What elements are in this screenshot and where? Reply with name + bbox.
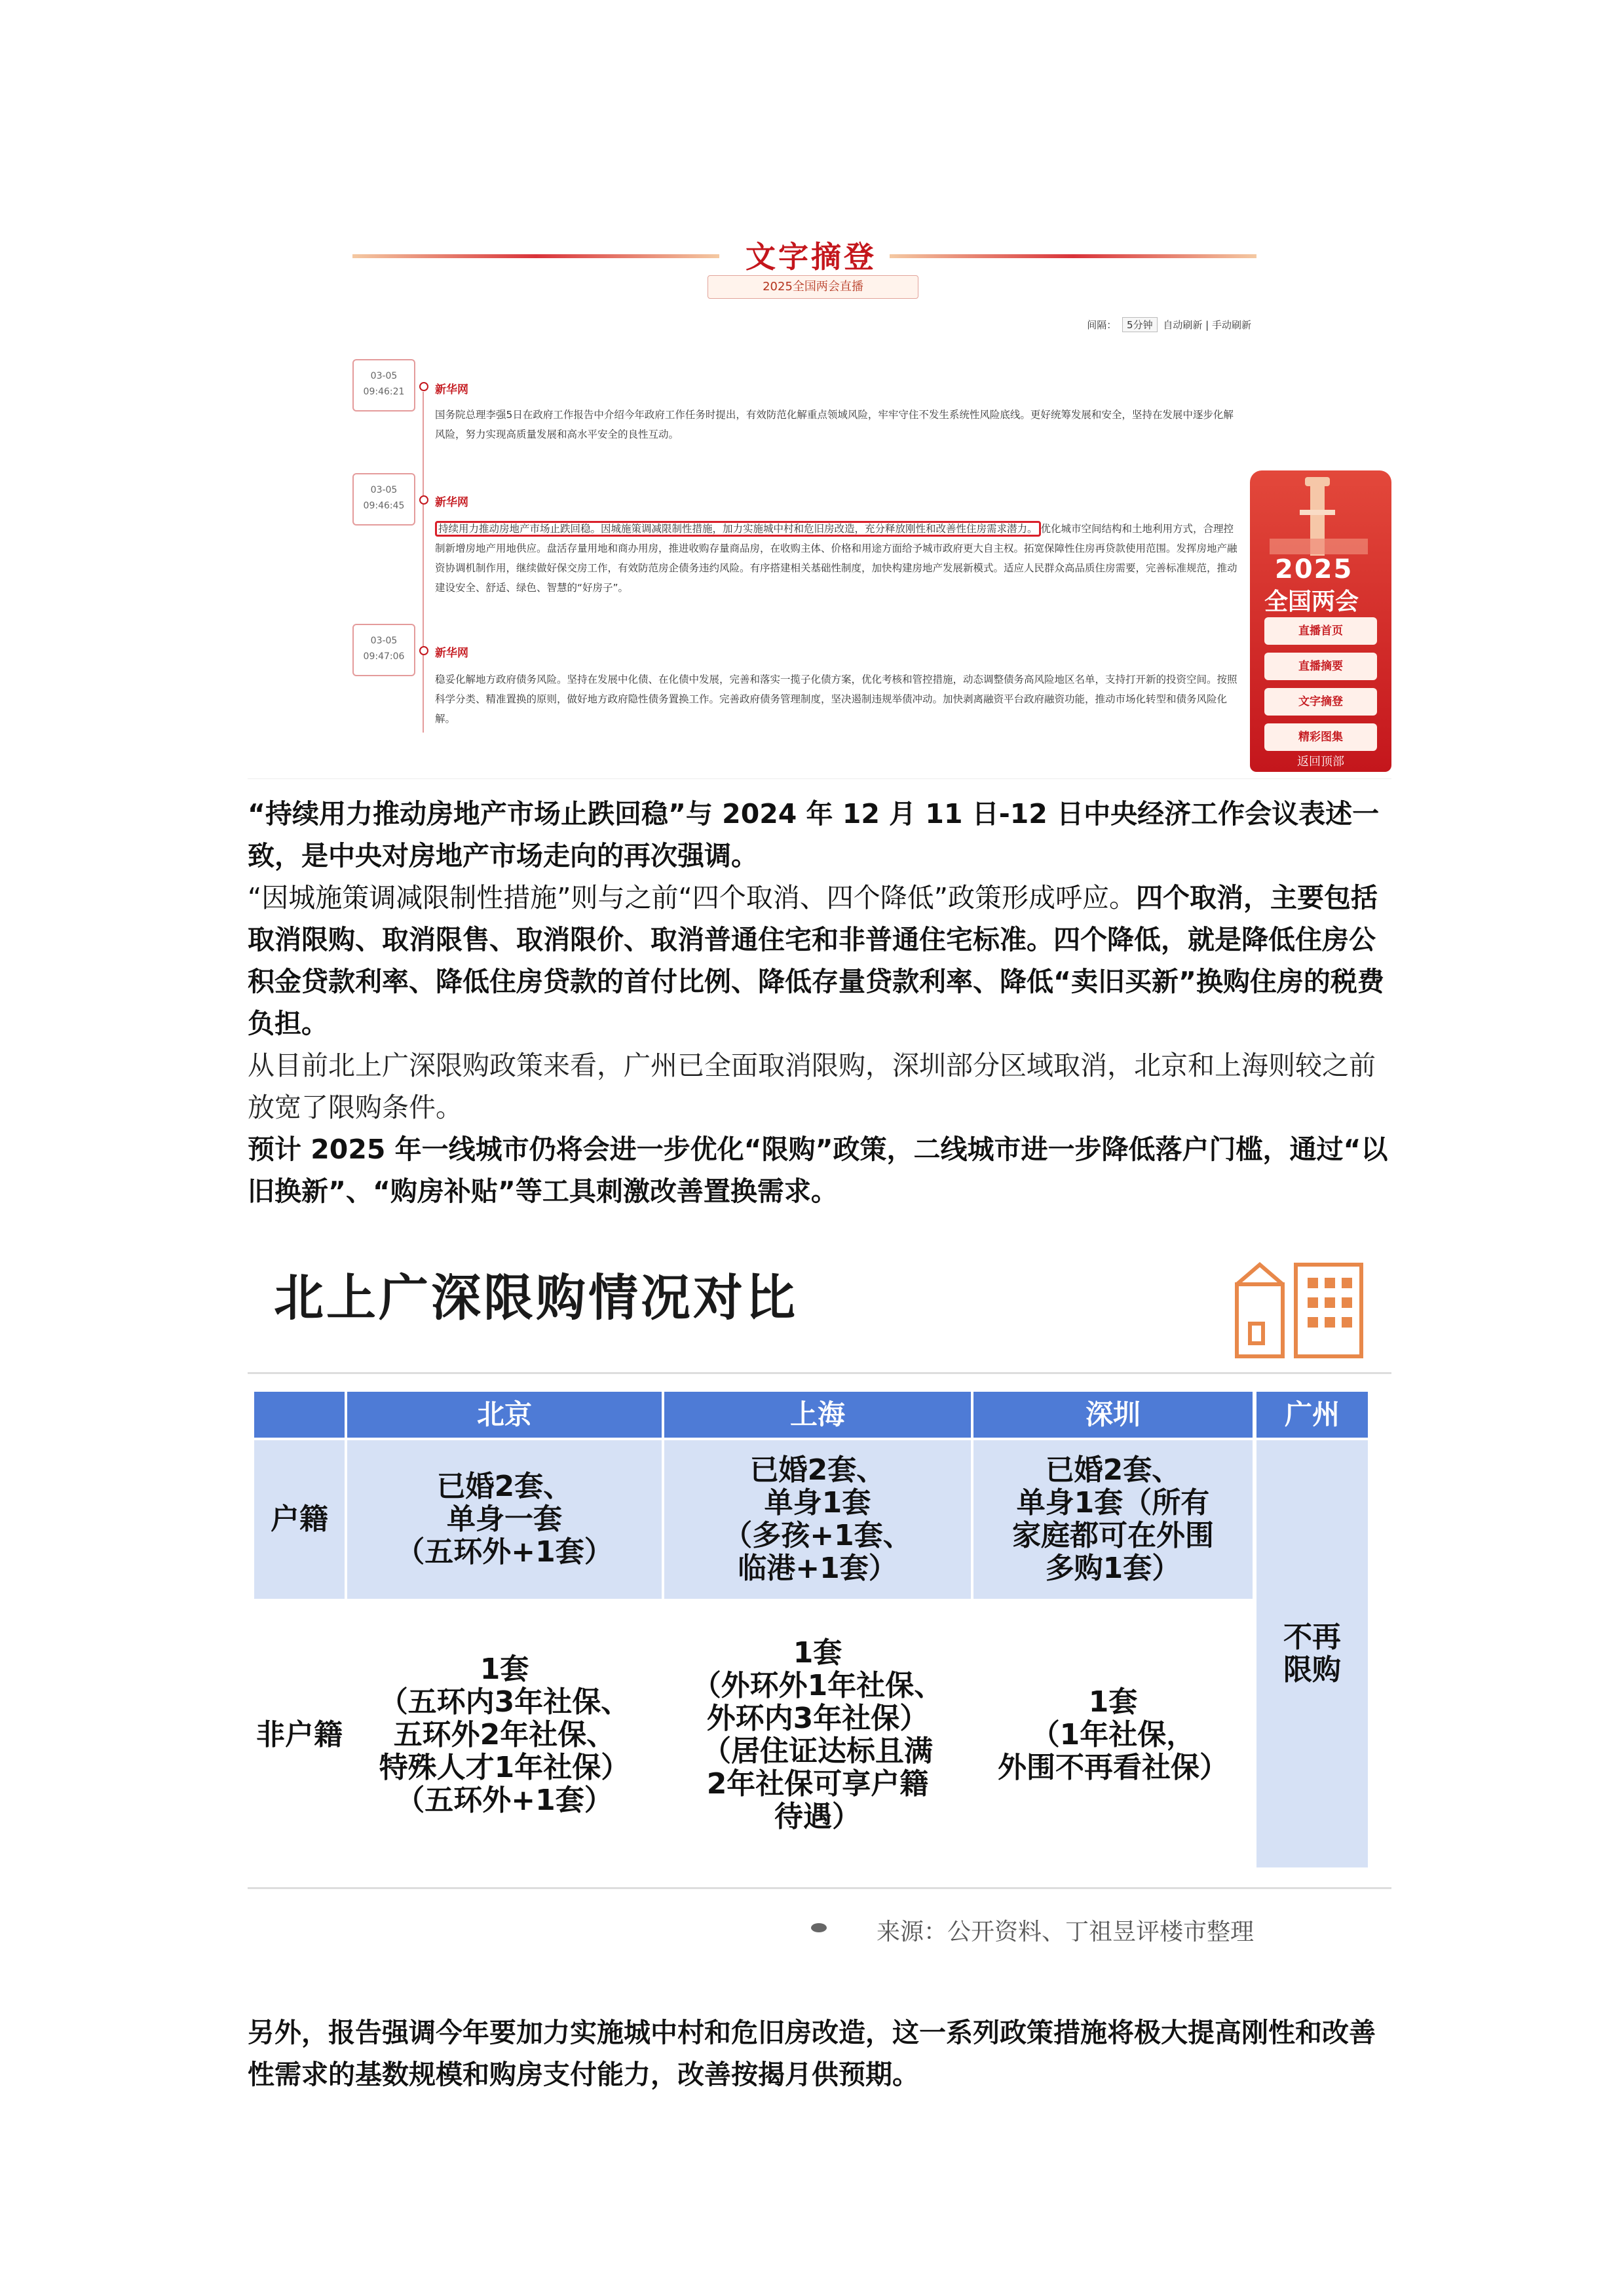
lianghui-widget bbox=[1250, 470, 1391, 772]
row-label-non-hukou: 非户籍 bbox=[256, 1718, 343, 1751]
source-bullet bbox=[811, 1923, 827, 1932]
interval-label: 间隔： bbox=[1087, 319, 1117, 331]
paragraph-3: 从目前北上广深限购政策来看，广州已全面取消限购，深圳部分区域取消，北京和上海则较之前放宽了限购条件。 bbox=[248, 1050, 1376, 1123]
widget-button-home[interactable]: 直播首页 bbox=[1264, 617, 1377, 645]
cell-beijing-hukou: 已婚2套、 单身一套 （五环外+1套） bbox=[347, 1440, 662, 1599]
widget-button-gallery[interactable]: 精彩图集 bbox=[1264, 723, 1377, 751]
screenshot-title: 文字摘登 bbox=[746, 239, 877, 275]
restriction-table-image bbox=[248, 1232, 1391, 1992]
screenshot-subtitle: 2025全国两会直播 bbox=[708, 275, 918, 299]
table-header-corner bbox=[254, 1392, 345, 1438]
paragraph-1: “持续用力推动房地产市场止跌回稳”与 2024 年 12 月 11 日-12 日中央经济工作会议表述一致，是中央对房地产市场走向的再次强调。 bbox=[248, 798, 1380, 871]
widget-button-text[interactable]: 文字摘登 bbox=[1264, 688, 1377, 716]
paragraph-4: 预计 2025 年一线城市仍将会进一步优化“限购”政策，二线城市进一步降低落户门槛，通过“以旧换新”、“购房补贴”等工具刺激改善置换需求。 bbox=[248, 1134, 1388, 1207]
auto-refresh-link[interactable]: 自动刷新 bbox=[1163, 319, 1203, 331]
highlighted-sentence: 持续用力推动房地产市场止跌回稳。因城施策调减限制性措施，加力实施城中村和危旧房改造，充分释放刚性和改善性住房需求潜力。 bbox=[435, 521, 1041, 537]
refresh-controls: 间隔： 5分钟 自动刷新 | 手动刷新 bbox=[1087, 317, 1251, 332]
cell-shenzhen-non-hukou: 1套 （1年社保， 外围不再看社保） bbox=[998, 1685, 1228, 1784]
row-label-hukou: 户籍 bbox=[254, 1440, 345, 1599]
column-header-shenzhen: 深圳 bbox=[973, 1392, 1253, 1438]
interval-select[interactable]: 5分钟 bbox=[1122, 317, 1158, 332]
table-title: 北上广深限购情况对比 bbox=[274, 1269, 798, 1327]
entry-source: 新华网 bbox=[435, 647, 468, 660]
column-header-guangzhou: 广州 bbox=[1256, 1392, 1368, 1438]
timeline-dot bbox=[419, 646, 428, 655]
manual-refresh-link[interactable]: 手动刷新 bbox=[1211, 319, 1251, 331]
entry-text: 稳妥化解地方政府债务风险。坚持在发展中化债、在化债中发展，完善和落实一揽子化债方案，优化考核和管控措施，动态调整债务高风险地区名单，支持打开新的投资空间。按照科学分类、精准置换的原则，做好地方政府隐性债务置换工作。完善政府债务管理制度，坚决遏制违规举债冲动。加快剥离融资平台政府融资功能，推动市场化转型和债务风险化解。 bbox=[435, 674, 1237, 725]
column-header-beijing: 北京 bbox=[347, 1392, 662, 1438]
timeline-dot bbox=[419, 495, 428, 505]
column-header-shanghai: 上海 bbox=[664, 1392, 971, 1438]
title-divider bbox=[248, 1372, 1391, 1374]
entry-time-box: 03-05 09:46:21 bbox=[352, 359, 415, 411]
building-icon bbox=[1230, 1245, 1374, 1363]
paragraph-5: 另外，报告强调今年要加力实施城中村和危旧房改造，这一系列政策措施将极大提高刚性和改善性需求的基数规模和购房支付能力，改善按揭月供预期。 bbox=[248, 2017, 1376, 2090]
entry-time-box: 03-05 09:46:45 bbox=[352, 473, 415, 526]
cell-shanghai-hukou: 已婚2套、 单身1套 （多孩+1套、 临港+1套） bbox=[664, 1440, 971, 1599]
widget-name: 全国两会 bbox=[1264, 588, 1359, 615]
title-band-right bbox=[890, 254, 1256, 258]
table-source: 来源：公开资料、丁祖昱评楼市整理 bbox=[877, 1919, 1255, 1945]
cell-guangzhou-merged: 不再 限购 bbox=[1256, 1440, 1368, 1867]
paragraph-2: “因城施策调减限制性措施”则与之前“四个取消、四个降低”政策形成呼应。四个取消，主要包括取消限购、取消限售、取消限价、取消普通住宅和非普通住宅标准。四个降低，就是降低住房公积金贷款利率、降低住房贷款的首付比例、降低存量贷款利率、降低“卖旧买新”换购住房的税费负担。 bbox=[248, 882, 1384, 1039]
timeline-line bbox=[423, 392, 424, 733]
cell-beijing-non-hukou: 1套 （五环内3年社保、 五环外2年社保、 特殊人才1年社保） （五环外+1套） bbox=[379, 1653, 630, 1817]
news-screenshot bbox=[248, 215, 1391, 779]
entry-source: 新华网 bbox=[435, 496, 468, 509]
entry-text: 国务院总理李强5日在政府工作报告中介绍今年政府工作任务时提出，有效防范化解重点领域风险，牢牢守住不发生系统性风险底线。更好统筹发展和安全，坚持在发展中逐步化解风险，努力实现高质量发展和高水平安全的良性互动。 bbox=[435, 409, 1234, 440]
entry-text: 持续用力推动房地产市场止跌回稳。因城施策调减限制性措施，加力实施城中村和危旧房改造，充分释放刚性和改善性住房需求潜力。 优化城市空间结构和土地利用方式，合理控制新增房地产用地供应。盘活存量用地和商办用房，推进收购存量商品房，在收购主体、价格和用途方面给予城市政府更大自主权。拓宽保障性住房再贷款使用范围。发挥房地产融资协调机制作用，继续做好保交房工作，有效防范房企债务违约风险。有序搭建相关基础性制度，加快构建房地产发展新模式。适应人民群众高品质住房需要，完善标准规范，推动建设安全、舒适、绿色、智慧的“好房子”。 bbox=[435, 519, 1241, 598]
tower-icon bbox=[1250, 470, 1391, 562]
widget-button-summary[interactable]: 直播摘要 bbox=[1264, 653, 1377, 680]
entry-time-box: 03-05 09:47:06 bbox=[352, 624, 415, 676]
entry-source: 新华网 bbox=[435, 383, 468, 396]
widget-year: 2025 bbox=[1275, 554, 1353, 584]
cell-shenzhen-hukou: 已婚2套、 单身1套（所有 家庭都可在外围 多购1套） bbox=[973, 1440, 1253, 1599]
bottom-divider bbox=[248, 1887, 1391, 1889]
title-band-left bbox=[352, 254, 719, 258]
timeline-dot bbox=[419, 382, 428, 391]
cell-shanghai-non-hukou: 1套 （外环外1年社保、 外环内3年社保） （居住证达标且满 2年社保可享户籍 待遇） bbox=[692, 1636, 943, 1833]
back-to-top-link[interactable]: 返回顶部 bbox=[1297, 755, 1344, 769]
